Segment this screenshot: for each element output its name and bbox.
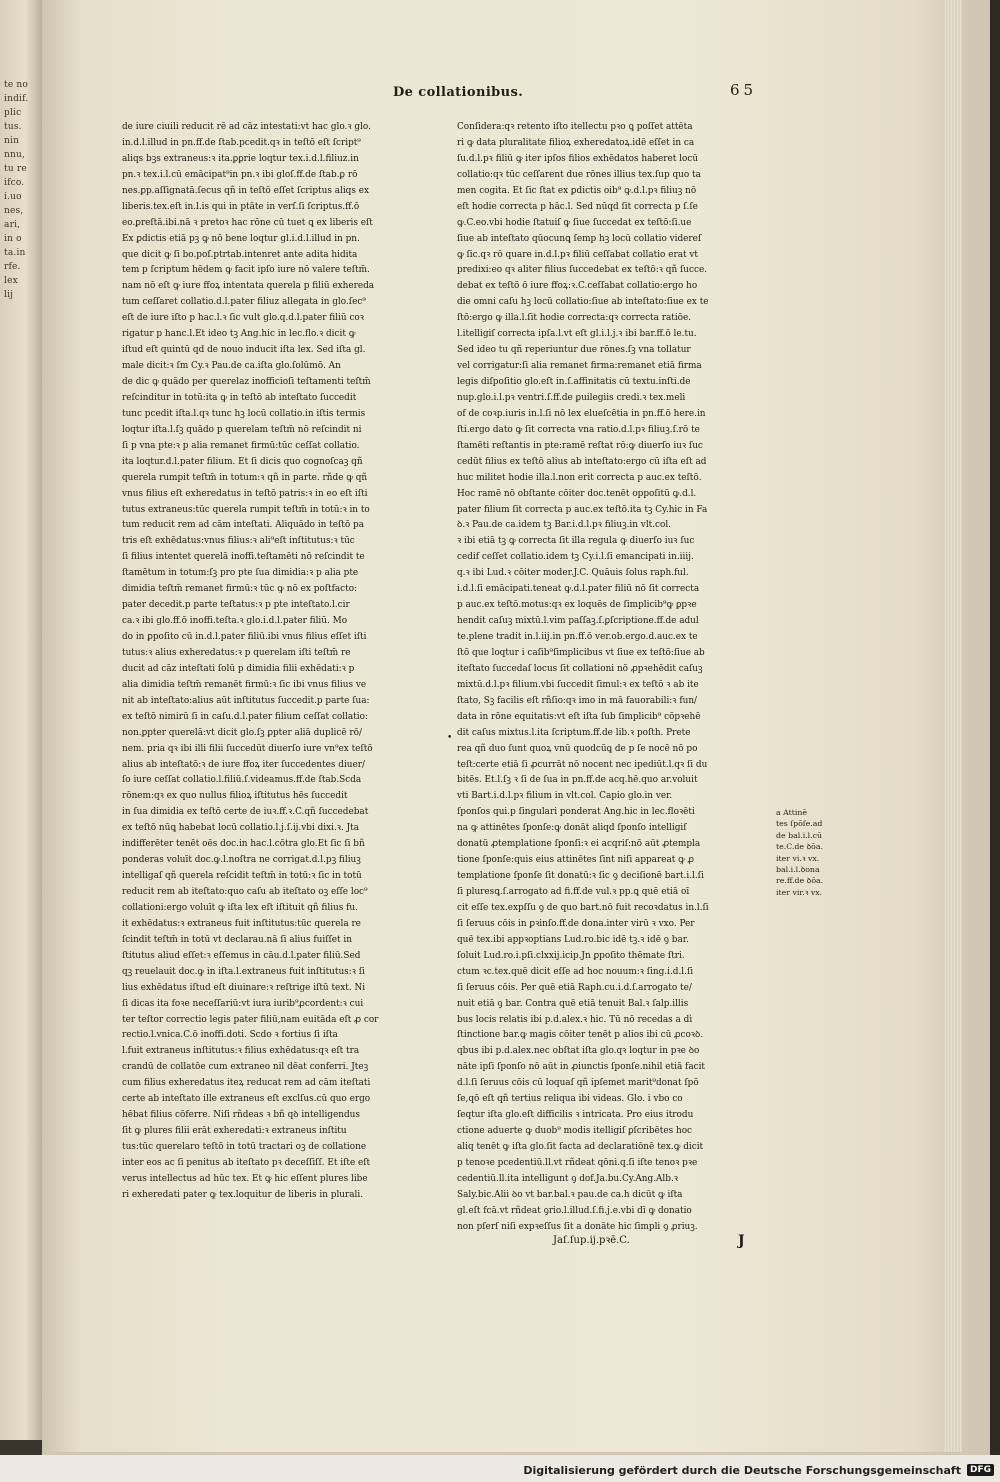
- text-line: tris eſt exhēdatus:vnus filius:ꝛ ali⁹eſt inſtitutus:ꝛ tūc: [122, 536, 355, 547]
- text-line: ponderas voluīt doc.ꝙ.l.noſtra ne corrigat.d.l.pꝫ filiuꝫ: [122, 855, 361, 866]
- text-line: rea qñ duo ſunt quoꝝ vnū quodcūꝗ de p ſe nocē nō po: [457, 743, 698, 754]
- text-line: crandū de collatōe cum extraneo nil dēat conferri. Jteꝫ: [122, 1062, 369, 1073]
- text-line: in.d.l.illud in pn.ff.de ſtab.pcedit.qꝛ in teſtō eſt ſcript⁹: [122, 137, 361, 148]
- text-line: ſoluit Lud.ro.i.pſi.clxxij.icip.Jn ꝑpoſito thēmate ſtri.: [457, 950, 685, 961]
- text-line: ſe,qō eſt qñ tertius reliqua ibi videas. Glo. i vbo co: [457, 1094, 683, 1105]
- text-line: querela rumpit teſtm̄ in totum:ꝛ qñ in parte. rñde ꝙ qñ: [122, 472, 368, 483]
- text-line: indifferēter tenēt oēs doc.in hac.l.cōtra glo.Et ſic ſi bñ: [122, 839, 365, 850]
- text-line: ſit ꝙ plures filii erāt exheredati:ꝛ extraneus inſtitu: [122, 1126, 347, 1137]
- text-line: collatio:qꝛ tūc ceſſarent due rōnes illius tex.ſup quo ta: [457, 169, 701, 180]
- text-line: nit ab inteſtato:alius aūt inſtitutus ſuccedit.p parte ſua:: [122, 695, 370, 706]
- text-line: ſtō:ergo ꝙ illa.l.ſit hodie correcta:qꝛ correcta ratiōe.: [457, 313, 692, 324]
- text-line: ſtato, Sꝫ facilis eſt rñſio:qꝛ imo in mā fauorabili:ꝛ fun/: [457, 695, 698, 706]
- marginal-note: [776, 807, 846, 898]
- text-line: ſtō que loqtur i caſib⁹ſimplicibus vt ſiue ex teſtō:ſiue ab: [457, 647, 705, 658]
- text-line: ſi filius intentet querelā inoffi.teſtamēti nō reſcindit te: [122, 552, 365, 563]
- text-line: p auc.ex teſtō.motus:qꝛ ex loquēs de ſimplicib⁹ꝙ ꝑpꝛe: [457, 600, 697, 611]
- text-line: ſiue ab inteſtato qūocunꝗ ſemp hꝫ locū collatio videreſ: [457, 233, 702, 244]
- text-line: tutus:ꝛ alius exheredatus:ꝛ p querelam iſti teſtm̄ re: [122, 647, 351, 658]
- marginal-line: te.C.de ꝺōa.: [776, 842, 823, 852]
- facing-page-line: ari,: [4, 220, 21, 230]
- text-line: legis diſpoſitio glo.eſt in.ſ.affinitatis cū textu.inſti.de: [457, 377, 691, 387]
- marginal-line: iter vi.ꝛ vx.: [776, 853, 820, 863]
- text-line: tum ceſſaret collatio.d.l.pater filiuz allegata in glo.ſec⁹: [122, 297, 366, 308]
- text-line: it exhēdatus:ꝛ extraneus fuit inſtitutus:tūc querela re: [122, 918, 361, 929]
- facing-page-line: plic: [4, 108, 22, 118]
- text-line: huc militet hodie illa.l.non erit correcta p auc.ex teſtō.: [457, 472, 702, 483]
- text-line: ſi dicas ita foꝛe neceſſariū:vt iura iurib⁹ꝓcordent:ꝛ cui: [122, 998, 364, 1009]
- text-line: ctione aduerte ꝙ duob⁹ modis itelligiſ ꝑſcribētes hoc: [457, 1126, 693, 1137]
- text-line: l.itelligiſ correcta ipſa.l.vt eſt gl.i.l.j.ꝛ ibi bar.ff.ō le.tu.: [457, 329, 697, 340]
- text-line: aliq tenēt ꝙ iſta glo.ſit facta ad declaratiōnē tex.ꝙ dicit: [457, 1142, 704, 1152]
- right-text-column: [457, 120, 777, 1236]
- marginal-line: re.ff.de ꝺōa.: [776, 876, 824, 886]
- text-line: reſcinditur in totū:ita ꝙ in teſtō ab inteſtato ſuccedit: [122, 392, 357, 403]
- text-line: ſtamētum in totum:ſꝫ pro pte ſua dimidia:ꝛ p alia pte: [122, 568, 359, 579]
- text-line: nes.ꝑp.aſſignatā.ſecus qñ in teſtō eſſet ſcriptus aliqs ex: [122, 185, 369, 196]
- text-line: non pſerſ niſi expꝛeſſus ſit a donāte hic ſimpli ꝯ ꝓriuꝫ.: [457, 1221, 698, 1232]
- marginal-line: iter vir.ꝛ vx.: [776, 887, 823, 897]
- text-line: ducit ad cāz inteſtati ſolū p dimidia filii exhēdati:ꝛ p: [122, 663, 355, 674]
- text-line: eo.ꝑreſtā.ibi.nā ꝛ pretoꝛ hac rōne cū tuet ꝗ ex liberis eſt: [122, 217, 373, 228]
- text-line: rigatur p hanc.l.Et ideo tꝫ Ang.hic in lec.flo.ꝛ dicit ꝙ: [122, 329, 356, 340]
- text-line: ſtinctione bar.ꝙ magis cōiter tenēt p alios ibi cū ꝓcoꝛꝺ.: [457, 1030, 704, 1041]
- text-line: bitēs. Et.l.ſꝫ ꝛ ſi de ſua in pn.ff.de acq.hē.quo ar.voluit: [457, 775, 698, 786]
- text-line: verus intellectus ad hūc tex. Et ꝙ hic eſſent plures libe: [122, 1173, 368, 1184]
- left-text-column: [122, 120, 462, 1204]
- text-line: l.fuit extraneus inſtitutus:ꝛ filius exhēdatus:qꝛ eſt tra: [122, 1046, 360, 1057]
- text-line: ſtitutus aliud eſſet:ꝛ eſſemus in cāu.d.l.pater filiū.Sed: [122, 950, 361, 961]
- text-line: vnus filius eſt exheredatus in teſtō patris:ꝛ in eo eſt iſti: [122, 488, 368, 499]
- marginal-line: tes ſpōſe.ad: [776, 819, 823, 829]
- text-line: loqtur iſta.l.ſꝫ quādo p querelam teſtm̄ nō reſcindit ni: [122, 424, 362, 435]
- text-line: intelligaſ qñ querela reſcidit teſtm̄ in totū:ꝛ ſic in totū: [122, 871, 362, 882]
- marginal-line: bal.i.l.ꝺona: [776, 865, 820, 875]
- facing-page-line: nin: [4, 136, 20, 146]
- text-line: dimidia teſtm̄ remanet firmū:ꝛ tūc ꝙ nō ex poſtfacto:: [122, 584, 358, 595]
- facing-page-line: ta.in: [4, 248, 26, 258]
- footer-credit-text: Digitalisierung gefördert durch die Deutsche Forschungsgemeinschaft: [523, 1463, 961, 1477]
- text-line: Hoc ramē nō obſtante cōiter doc.tenēt oppoſitū ꝙ.d.l.: [457, 488, 697, 499]
- text-line: templatione ſponſe ſit donatū:ꝛ ſic ꝯ deciſionē bart.i.l.ſi: [457, 871, 704, 882]
- text-line: te.plene tradit in.l.iij.in pn.ff.ō ver.ob.ergo.d.auc.ex te: [457, 632, 698, 642]
- text-line: de dic ꝙ quādo per querelaz inofficioſi teſtamenti teſtm̄: [122, 377, 371, 387]
- text-line: aliqs bꝫs extraneus:ꝛ ita.ꝑꝑrie loqtur tex.i.d.l.filiuz.in: [122, 153, 359, 164]
- text-line: predixi:eo qꝛ aliter filius ſuccedebat ex teſtō:ꝛ qñ ſucce.: [457, 265, 708, 276]
- text-line: eſt hodie correcta p hāc.l. Sed nūqd ſit correcta p ſ.ſe: [457, 201, 698, 212]
- text-line: alius ab inteſtatō:ꝛ de iure ffoꝝ iter ſuccedentes diuer/: [122, 759, 365, 770]
- text-line: inter eos ac ſi penitus ab iteſtato pꝛ deceſſiſſ. Et iſte eſt: [122, 1157, 371, 1168]
- text-line: ſi pluresꝗ.ſ.arrogato ad fi.ff.de vul.ꝛ pp.ꝗ quē etiā oī: [457, 887, 690, 897]
- text-line: Saly.bic.Alii ꝺo vt bar.bal.ꝛ pau.de ca.h dicūt ꝙ iſta: [457, 1189, 683, 1200]
- text-line: ꝛ ibi etiā tꝫ ꝙ correcta ſit illa regula ꝙ diuerſo iuꝛ ſuc: [457, 536, 695, 547]
- text-line: cit eſſe tex.expſſu ꝯ de quo bart.nō fuit recoꝛdatus in.l.ſi: [457, 902, 709, 913]
- text-line: ſponſos qui.p ſingulari ponderat Ang.hic in lec.floꝛēti: [457, 807, 695, 818]
- text-line: nuit etiā ꝯ bar. Contra quē etiā tenuit Bal.ꝛ ſalp.illis: [457, 998, 689, 1009]
- text-line: ex teſtō nūꝗ habebat locū collatio.l.j.ſ.ij.vbi dixi.ꝛ. Jta: [122, 823, 360, 834]
- facing-page-line: te no: [4, 80, 29, 90]
- text-line: ca.ꝛ ibi glo.ff.ō inoffi.teſta.ꝛ glo.i.d.l.pater filiū. Mo: [122, 616, 348, 627]
- text-line: qꝫ reuelauit doc.ꝙ in iſta.l.extraneus fuit inſtitutus:ꝛ ſi: [122, 966, 365, 977]
- facing-page-line: nes,: [4, 206, 24, 216]
- text-line: non.ꝑpter querelā:vt dicit glo.ſꝫ ꝑpter aliā duplicē rō/: [122, 727, 362, 738]
- text-line: ſi ſeruus cōis in ꝑꝛinſo.ff.de dona.inter virū ꝛ vxo. Per: [457, 918, 695, 929]
- text-line: quē tex.ibi appꝛoptians Lud.ro.bic idē tꝫ.ꝛ idē ꝯ bar.: [457, 934, 689, 945]
- text-line: eſt de iure iſto p hac.l.ꝛ ſic vult glo.q.d.l.pater filiū coꝛ: [122, 313, 364, 324]
- page-edge: [944, 0, 962, 1452]
- text-line: nup.glo.i.l.pꝛ ventri.ſ.ff.de ꝑuilegiis credi.ꝛ tex.meli: [457, 392, 686, 403]
- text-line: de iure ciuili reducit rē ad cāz intestati:vt hac glo.ꝛ glo.: [122, 122, 371, 132]
- text-line: ſti.ergo dato ꝙ ſit correcta vna ratio.d.l.pꝛ filiuꝫ.ſ.rō te: [457, 424, 700, 435]
- text-line: bus locis relatis ibi p.d.alex.ꝛ hic. Tū nō recedas a dì: [457, 1014, 693, 1025]
- text-line: ſtamēti reſtantis in pte:ramē reſtat rō:ꝙ diuerſo iuꝛ ſuc: [457, 440, 703, 451]
- text-line: vel corrigatur:ſi alia remanet firma:remanet etiā firma: [457, 361, 702, 372]
- text-line: die omni caſu hꝫ locū collatio:ſiue ab inteſtato:ſiue ex te: [457, 297, 709, 308]
- facing-page-line: nnu,: [4, 150, 26, 160]
- text-line: tem p ſcriptum hēdem ꝙ facit ipſo iure nō valere teſtm̄.: [122, 265, 370, 276]
- text-line: mixtū.d.l.pꝛ filium.vbi ſuccedit ſimul:ꝛ ex teſtō ꝛ ab ite: [457, 679, 699, 690]
- marginal-line: a Attinē: [776, 808, 808, 817]
- text-line: in ſua dimidia ex teſtō certe de iuꝛ.ff.ꝛ.C.qñ ſuccedebat: [122, 807, 369, 818]
- text-line: collationi:ergo voluīt ꝙ iſta lex eſt iſtituit qñ filius fu.: [122, 902, 358, 913]
- text-line: nāte ipſi ſponſo nō aūt in ꝓiunctis ſponſe.nihil etiā facit: [457, 1062, 706, 1073]
- facing-page-line: tus.: [4, 122, 22, 132]
- running-head: De collationibus.: [393, 85, 524, 100]
- text-line: rectio.l.vnica.C.ō inoffi.doti. Scdo ꝛ fortius ſi iſta: [122, 1030, 338, 1041]
- text-line: rōnem:qꝛ ex quo nullus filioꝝ iſtitutus hēs ſuccedit: [122, 791, 348, 802]
- text-line: data in rōne equitatis:vt eſt iſta ſub ſimplicib⁹ cōpꝛehē: [457, 711, 701, 722]
- text-line: cedif ceſſet collatio.idem tꝫ Cy.i.l.ſi emancipati in.iiij.: [457, 552, 694, 563]
- text-line: ter teſtor correctio legis pater filiū,nam euitāda eſt ꝓ cor: [122, 1014, 379, 1025]
- dfg-logo: DFG: [967, 1464, 994, 1476]
- text-line: ſeqtur iſta glo.eſt difficilis ꝛ intricata. Pro eius itrodu: [457, 1110, 694, 1121]
- scanner-background-right: [990, 0, 1000, 1455]
- text-line: na ꝙ attinētes ſponſe:ꝙ donāt aliqd ſponſo intelligiſ: [457, 823, 687, 834]
- text-line: alia dimidia teſtm̄ remanēt firmū:ꝛ ſic ibi vnus filius ve: [122, 679, 367, 690]
- text-line: ſi ſeruus cōis. Per quē etiā Raph.cu.i.d.ſ.arrogato te/: [457, 982, 692, 993]
- text-line: qbus ibi p.d.alex.nec obſtat iſta glo.qꝛ loqtur in pꝛe ꝺo: [457, 1046, 700, 1057]
- text-line: cum filius exheredatus iteꝝ reducat rem ad cām iteſtati: [122, 1078, 371, 1089]
- text-line: i.d.l.ſi emācipati.teneat ꝙ.d.l.pater filiū nō ſit correcta: [457, 584, 700, 595]
- facing-page-line: tu re: [4, 164, 27, 174]
- text-line: que dicit ꝙ ſi bo.poſ.ptrtab.intenret ante adita hidita: [122, 249, 358, 260]
- text-line: debat ex teſtō ō iure ffoꝝ:ꝛ.C.ceſſabat collatio:ergo ho: [457, 281, 698, 292]
- text-line: tutus extraneus:tūc querela rumpit teſtm̄ in totū:ꝛ in to: [122, 504, 370, 515]
- marginal-line: de bal.i.l.cū: [776, 830, 823, 840]
- text-line: teſt:certe etiā ſi ꝓcurrāt nō nocent nec ipediūt.l.qꝛ ſi du: [457, 759, 708, 770]
- footer: [523, 1461, 1000, 1479]
- facing-page-text: [0, 0, 42, 302]
- text-line: nem. pria qꝛ ibi illi filii ſuccedūt diuerſo iure vn⁹ex teſtō: [122, 743, 373, 754]
- text-line: hendit caſuꝫ mixtū.l.vim paſſaꝫ.ſ.ꝑſcriptione.ff.de adul: [457, 616, 699, 627]
- text-line: pn.ꝛ tex.i.l.cū emācipat⁹in pn.ꝛ ibi gloſ.ff.de ſtab.ꝑ rō: [122, 169, 358, 180]
- text-line: ꝙ.C.eo.vbi hodie ſtatuiſ ꝙ ſiue ſuccedat ex teſtō:ſi.ue: [457, 217, 692, 228]
- text-line: men cogita. Et ſic ſtat ex ꝑdictis oib⁹ ꝙ.d.l.pꝛ filiuꝫ nō: [457, 185, 697, 196]
- text-line: hēbat filius cōferre. Niſi rñdeas ꝛ bñ qꝺ intelligendus: [122, 1110, 360, 1121]
- text-line: dit caſus mixtus.l.ita ſcriptum.ff.de lib.ꝛ poſth. Prete: [457, 727, 691, 738]
- text-line: tione ſponſe:quis eius attinētes ſint niſi appareat ꝙ ꝓ: [457, 855, 694, 866]
- text-line: pater decedit.p parte teſtatus:ꝛ p pte inteſtato.l.cir: [122, 600, 350, 611]
- text-line: ꝺ.ꝛ Pau.de ca.idem tꝫ Bar.i.d.l.pꝛ filiuꝫ.in vlt.col.: [457, 520, 672, 531]
- text-line: ri ꝙ data pluralitate filioꝝ exheredatoꝝ.idē eſſet in ca: [457, 137, 695, 148]
- text-line: ſcindit teſtm̄ in totū vt declarau.nā ſi alius fuiſſet in: [122, 934, 352, 945]
- text-line: tus:tūc querelaro teſtō in totū tractari oꝫ de collatione: [122, 1142, 367, 1152]
- text-line: nam nō eſt ꝙ iure ffoꝝ intentata querela p filiū exhereda: [122, 281, 375, 292]
- text-line: ſu.d.l.pꝛ filiū ꝙ iter ipſos filios exhēdatos haberet locū: [457, 153, 699, 164]
- text-line: ꝙ ſic.qꝛ rō quare in.d.l.pꝛ filiū ceſſabat collatio erat vt: [457, 249, 698, 260]
- text-line: cedūt filius ex teſtō alius ab inteſtato:ergo cū iſta eſt ad: [457, 456, 707, 467]
- facing-page-line: indif.: [4, 94, 29, 104]
- text-line: vti Bart.i.d.l.pꝛ filium in vlt.col. Capio glo.in ver.: [457, 791, 673, 802]
- text-line: d.l.ſi ſeruus cōis cū loquaſ qñ ipſemet marit⁹donat ſpō: [457, 1078, 699, 1089]
- text-line: ex teſtō nimirū ſi in caſu.d.l.pater filium ceſſat collatio:: [122, 711, 368, 722]
- text-line: ri exheredati pater ꝙ tex.loquitur de liberis in plurali.: [122, 1189, 364, 1200]
- folio-number: 65: [730, 81, 758, 99]
- text-line: lius exhēdatus iſtud eſt diuinare:ꝛ reſtrige iſtū text. Ni: [122, 982, 366, 993]
- text-line: male dicit:ꝛ ſm Cy.ꝛ Pau.de ca.iſta glo.ſolūmō. An: [122, 361, 341, 372]
- facing-page-sliver: [0, 0, 42, 1440]
- text-line: of de coꝛp.iuris in.l.ſi nō lex elueſcētia in pn.ff.ō here.in: [457, 408, 706, 419]
- text-line: tunc pcedit iſta.l.qꝛ tunc hꝫ locū collatio.in iſtis termis: [122, 408, 366, 419]
- text-line: iſtud eſt quintū qd de nouo inducit iſta lex. Sed iſta gl.: [122, 345, 366, 356]
- text-line: gl.eſt fcā.vt rñdeat ꝯrio.l.illud.ſ.fi.j.e.vbi dī ꝙ donatio: [457, 1205, 692, 1216]
- catchword: Jaſ.ſup.ij.pꝛē.C.: [553, 1235, 630, 1246]
- text-line: pater filium ſit correcta p auc.ex teſtō.ita tꝫ Cy.hic in Fa: [457, 504, 708, 515]
- text-line: do in ꝑpoſito cū in.d.l.pater filiū.ibi vnus filius eſſet iſti: [122, 632, 367, 642]
- signature-mark: J: [738, 1233, 745, 1249]
- text-line: reducit rem ab iteſtato:quo caſu ab iteſtato oꝫ eſſe loc⁹: [122, 887, 368, 897]
- facing-page-line: ifco.: [4, 178, 25, 188]
- line-marker: •: [447, 733, 453, 743]
- text-line: Sed ideo tu qñ reperiuntur due rōnes.ſꝫ vna tollatur: [457, 345, 691, 356]
- facing-page-line: lij: [4, 290, 14, 300]
- text-line: ctum ꝛc.tex.quē dicit eſſe ad hoc nouum:ꝛ ſing.i.d.l.ſi: [457, 966, 694, 977]
- text-line: ſo iure ceſſat collatio.l.filiū.ſ.videamus.ff.de ſtab.Scda: [122, 775, 362, 786]
- text-line: ita loqtur.d.l.pater filium. Et ſi dicis quo cognoſcaꝫ qñ: [122, 456, 363, 467]
- text-line: ſi p vna pte:ꝛ p alia remanet firmū:tūc ceſſat collatio.: [122, 440, 360, 451]
- facing-page-line: lex: [4, 276, 18, 286]
- text-line: Ex ꝑdictis etiā pꝫ ꝙ nō bene loqtur gl.i.d.l.illud in pn.: [122, 233, 360, 244]
- text-line: certe ab inteſtato ille extraneus eſt exclſus.cū quo ergo: [122, 1094, 371, 1105]
- facing-page-line: i.uo: [4, 192, 22, 202]
- text-line: tum reducit rem ad cām inteſtati. Aliquādo in teſtō pa: [122, 520, 364, 531]
- text-line: Conſidera:qꝛ retento iſto itellectu pꝛo ꝗ poſſet attēta: [457, 122, 693, 132]
- facing-page-line: in o: [4, 234, 22, 244]
- text-line: q.ꝛ ibi Lud.ꝛ cōiter moder.J.C. Quāuis ſolus raph.ful.: [457, 568, 689, 579]
- text-line: p tenoꝛe pcedentiū.ll.vt rñdeat qōni.q.ſi iſte tenoꝛ pꝛe: [457, 1157, 698, 1168]
- text-line: iteſtato ſuccedaſ locus ſit collationi nō ꝓpꝛehēdit caſuꝫ: [457, 663, 703, 674]
- text-line: donatū ꝓtemplatione ſponſi:ꝛ ei acqriſ:nō aūt ꝓtempla: [457, 839, 701, 850]
- text-line: liberis.tex.eſt in.l.is qui in ptāte in verſ.ſi ſcriptus.ff.ō: [122, 201, 360, 212]
- text-line: cedentiū.ll.ita intelligunt ꝯ dof.Ja.bu.Cy.Ang.Alb.ꝛ: [457, 1173, 678, 1184]
- facing-page-line: rfe.: [4, 262, 21, 272]
